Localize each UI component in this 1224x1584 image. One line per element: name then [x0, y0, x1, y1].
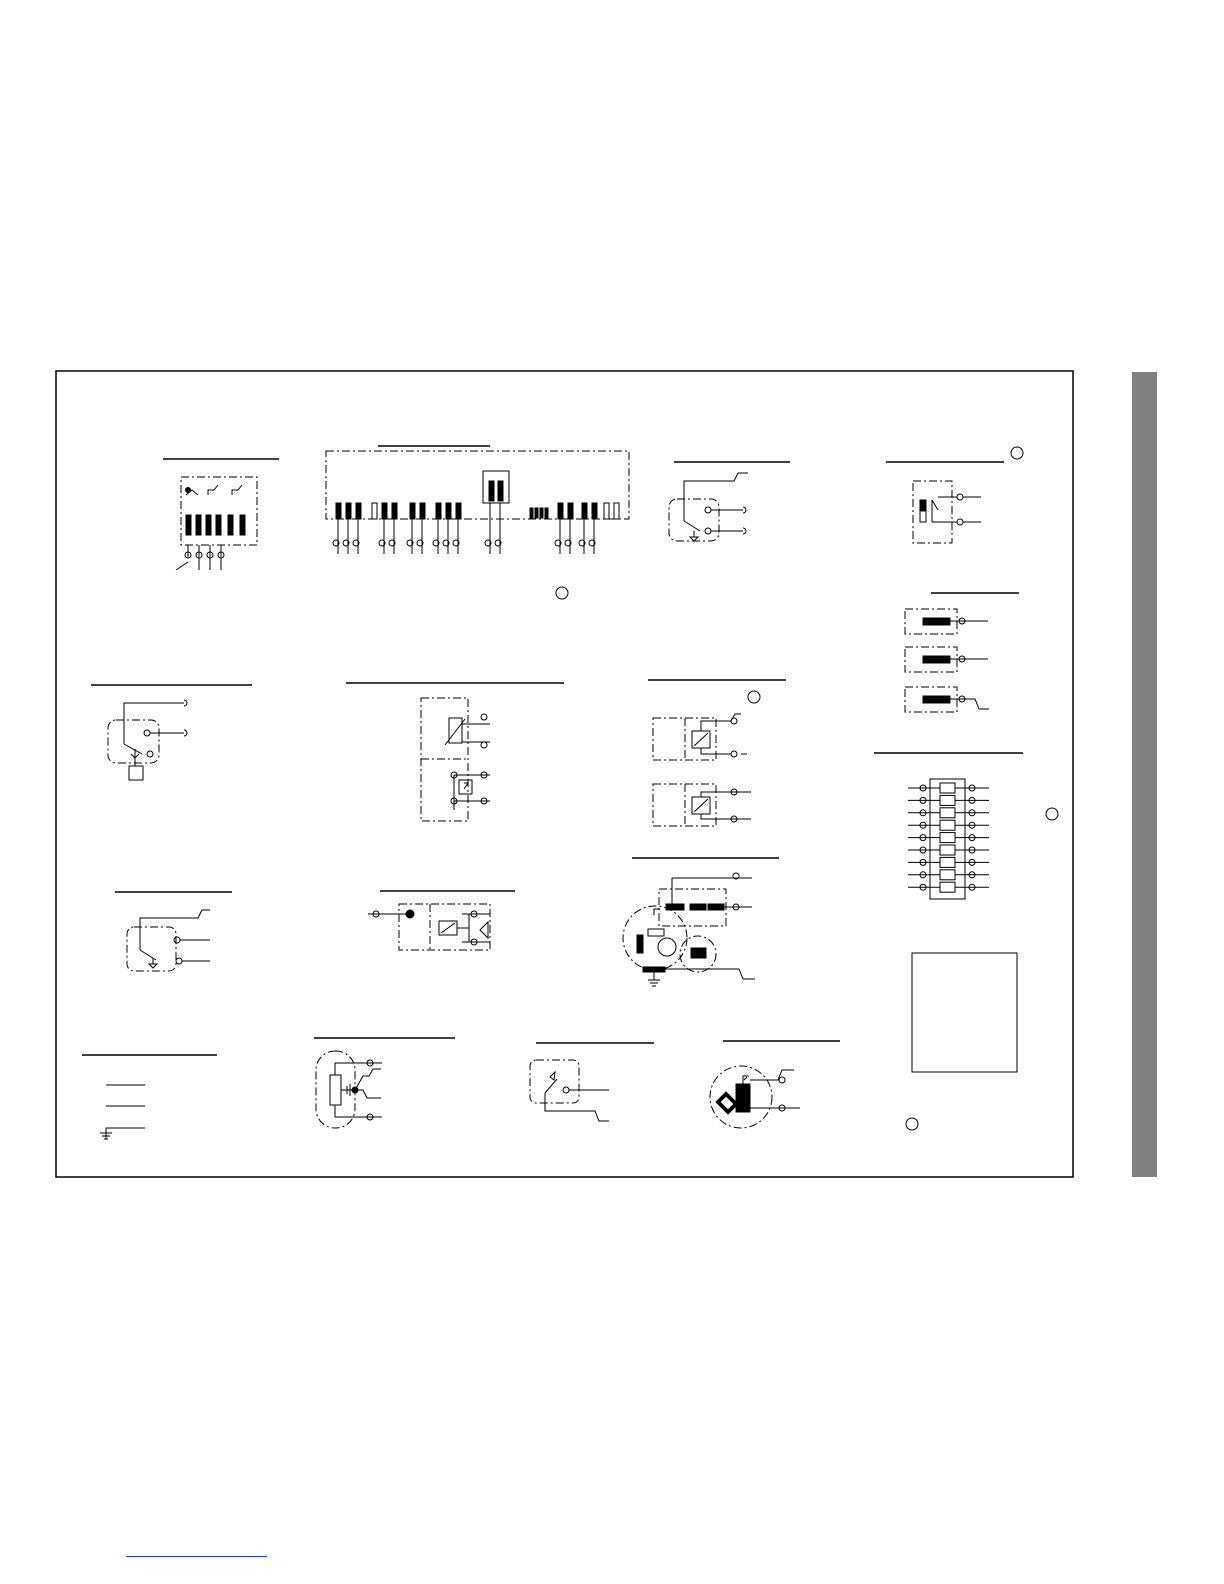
- terminal-cell: [940, 833, 955, 843]
- marker-circle: [1011, 447, 1023, 459]
- marker-circle: [748, 691, 760, 703]
- terminal-cell: [940, 870, 955, 880]
- valve-module: [368, 891, 515, 950]
- diagram-frame: [56, 371, 1073, 1177]
- pump-motor: [623, 858, 779, 986]
- marker-circle: [1046, 808, 1058, 820]
- resistor-group: [905, 593, 1019, 712]
- terminal-cell: [940, 845, 955, 855]
- ntc-relay-module: [346, 683, 564, 821]
- thermostat-switch: [530, 1043, 654, 1121]
- terminal-cell: [940, 795, 955, 805]
- terminal-cell: [940, 783, 955, 793]
- reed-switch: [886, 447, 1023, 543]
- terminal-cell: [940, 820, 955, 830]
- terminal-cell: [940, 808, 955, 818]
- terminal-strip: [874, 753, 1058, 899]
- potentiometer: [314, 1038, 455, 1128]
- dip-switch-block: [163, 459, 279, 570]
- pressure-switch: [115, 892, 232, 971]
- float-switch: [91, 685, 252, 780]
- blank-box: [912, 953, 1017, 1072]
- main-connector-strip: [326, 446, 629, 599]
- relay-modules: [648, 680, 786, 826]
- terminal-cell: [940, 857, 955, 867]
- motor-coil: [710, 1041, 840, 1128]
- marker-circle: [906, 1118, 918, 1130]
- terminal-cell: [940, 882, 955, 892]
- marker-circle: [556, 587, 568, 599]
- ground-legend: [82, 1055, 217, 1139]
- connector-pins: [336, 503, 619, 519]
- changeover-switch-a: [669, 462, 790, 541]
